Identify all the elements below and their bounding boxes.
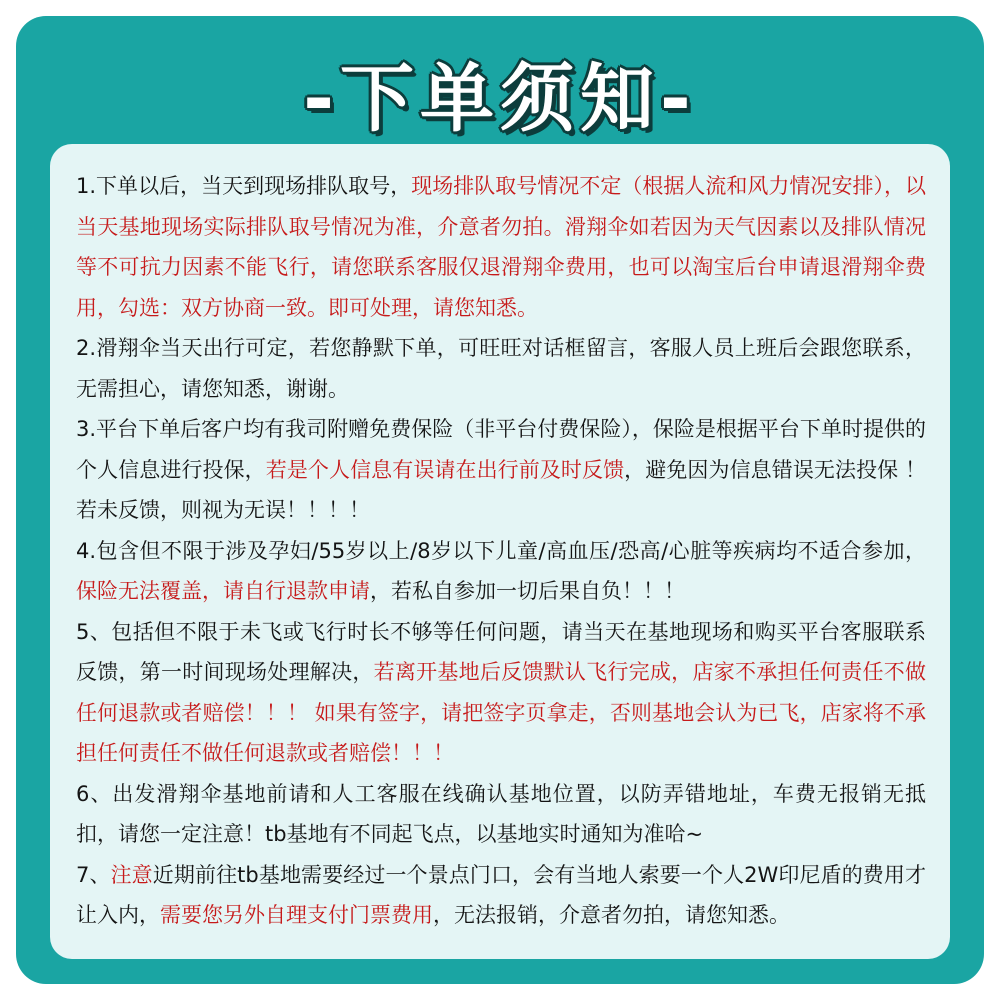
notice-text: ，避免因为信息错误无法投保 ！ 若未反馈，则视为无误！！！！ bbox=[76, 457, 926, 522]
notice-highlight: 注意 bbox=[110, 862, 153, 887]
notice-card bbox=[16, 16, 984, 984]
notice-text: ，无法报销，介意者勿拍，请您知悉。 bbox=[433, 903, 790, 927]
notice-text: 4.包含但不限于涉及孕妇/55岁以上/8岁以下儿童/高血压/恐高/心脏等疾病均不适合参加， bbox=[76, 538, 926, 563]
notice-highlight: 现场排队取号情况不定（根据人流和风力情况安排），以当天基地现场实际排队取号情况为准，介意者勿拍。滑翔伞如若因为天气因素以及排队情况等不可抗力因素不能飞行，请您联系客服仅退滑翔伞费用，也可以淘宝后台申请退滑翔伞费用，勾选：双方协商一致。即可处理，请您知悉。 bbox=[76, 174, 926, 320]
notice-item-5 bbox=[76, 612, 926, 774]
notice-highlight: 若是个人信息有误请在出行前及时反馈 bbox=[265, 457, 625, 482]
notice-text: 1.下单以后，当天到现场排队取号， bbox=[76, 174, 412, 198]
notice-text: 3.平台下单后客户均有我司附赠免费保险（非平台付费保险），保险是根据平台下单时提供的个人信息进行投保， bbox=[76, 417, 926, 482]
notice-highlight: 需要您另外自理支付门票费用 bbox=[160, 903, 433, 927]
notice-text: 7、 bbox=[76, 862, 111, 887]
notice-highlight: 保险无法覆盖，请自行退款申请 bbox=[76, 579, 370, 603]
page-title: -下单须知- bbox=[303, 56, 697, 142]
notice-item-2 bbox=[76, 328, 926, 409]
notice-panel bbox=[50, 144, 950, 959]
notice-item-7 bbox=[76, 855, 926, 936]
notice-text: 6、出发滑翔伞基地前请和人工客服在线确认基地位置，以防弄错地址，车费无报销无抵扣，请您一定注意！tb基地有不同起飞点，以基地实时通知为准哈~ bbox=[76, 781, 926, 846]
title-area bbox=[16, 44, 984, 154]
notice-highlight: 若离开基地后反馈默认飞行完成，店家不承担任何责任不做任何退款或者赔偿！！！ 如果有签字，请把签字页拿走，否则基地会认为已飞，店家将不承担任何责任不做任何退款或者赔偿！！！ bbox=[76, 660, 927, 765]
notice-item-3 bbox=[76, 409, 926, 531]
notice-text: 2.滑翔伞当天出行可定，若您静默下单，可旺旺对话框留言，客服人员上班后会跟您联系，无需担心，请您知悉，谢谢。 bbox=[76, 336, 926, 401]
notice-text: 5、包括但不限于未飞或飞行时长不够等任何问题，请当天在基地现场和购买平台客服联系反馈，第一时间现场处理解决， bbox=[76, 619, 926, 684]
notice-item-6 bbox=[76, 774, 926, 855]
notice-text: ，若私自参加一切后果自负！！！ bbox=[370, 579, 685, 603]
notice-text: 近期前往tb基地需要经过一个景点门口，会有当地人索要一个人2W印尼盾的费用才让入内， bbox=[76, 862, 927, 927]
notice-item-1 bbox=[76, 166, 926, 328]
notice-item-4 bbox=[76, 531, 926, 612]
